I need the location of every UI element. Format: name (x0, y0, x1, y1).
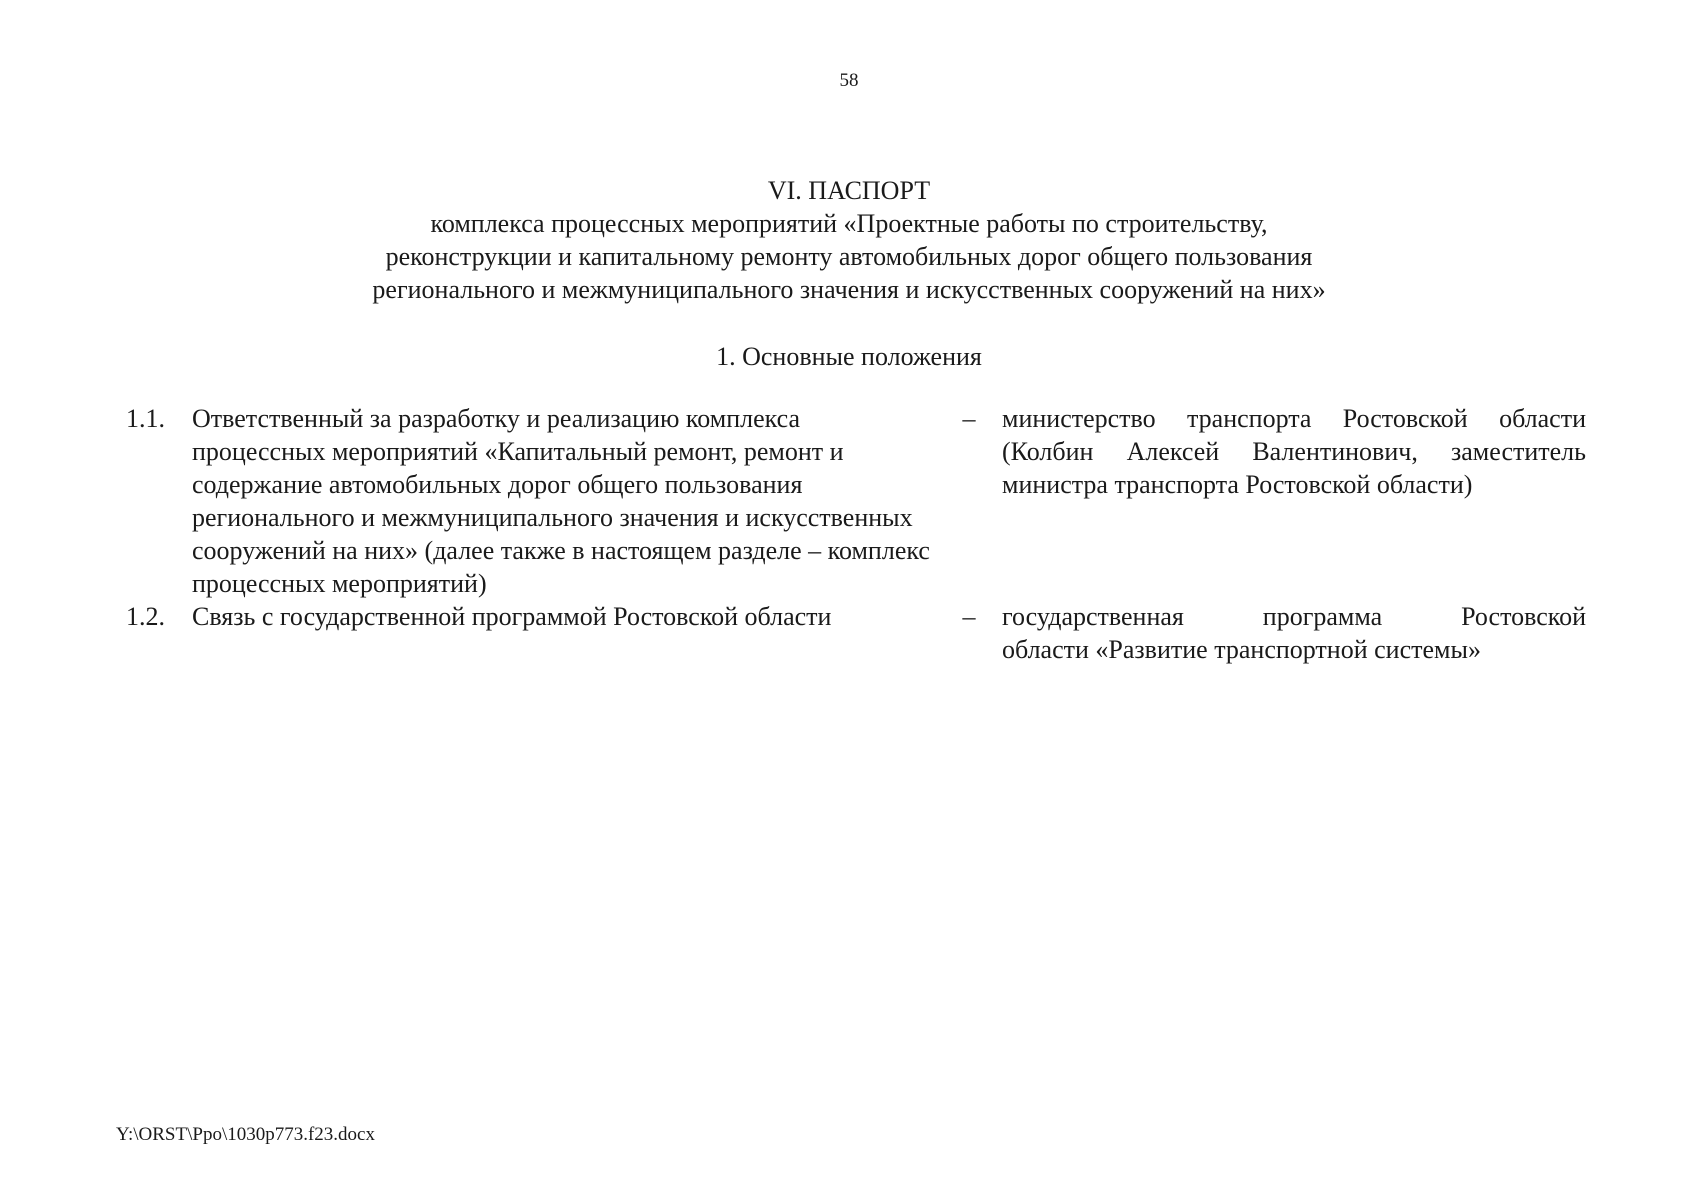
page-number: 58 (839, 70, 859, 91)
row-number: 1.2. (126, 602, 165, 631)
row-value (1002, 600, 1586, 666)
row-value: министерство транспорта Ростовской области (Колбин Алексей Валентинович, заместитель министра транспорта Ростовской области) (1002, 404, 1586, 499)
row-label: Ответственный за разработку и реализацию комплекса процессных мероприятий «Капитальный ремонт, ремонт и содержание автомобильных дорог общего пользования регионального и межмуниципального значения и искусственных сооружений на них» (далее также в настоящем разделе – комплекс процессных мероприятий) (192, 404, 930, 598)
heading-line-3: регионального и межмуниципального значения и искусственных сооружений на них» (372, 275, 1326, 304)
provision-row-1-1 (126, 402, 1586, 600)
row-dash: – (962, 602, 976, 631)
heading-line-2: реконструкции и капитальному ремонту автомобильных дорог общего пользования (385, 242, 1313, 271)
provision-row-1-2 (126, 600, 1586, 666)
row-label: Связь с государственной программой Ростовской области (192, 602, 832, 631)
provisions-list (126, 402, 1586, 666)
row-number: 1.1. (126, 404, 165, 433)
row-value-line-2: области «Развитие транспортной системы» (1002, 635, 1481, 664)
footer-file-path: Y:\ORST\Ppo\1030p773.f23.docx (116, 1124, 375, 1145)
heading-title: VI. ПАСПОРТ (767, 176, 931, 205)
row-value-line-1: государственная программа Ростовской (1002, 602, 1586, 631)
row-dash: – (962, 404, 976, 433)
passport-heading (0, 174, 1698, 306)
section-title: 1. Основные положения (716, 342, 982, 371)
heading-line-1: комплекса процессных мероприятий «Проектные работы по строительству, (430, 209, 1268, 238)
